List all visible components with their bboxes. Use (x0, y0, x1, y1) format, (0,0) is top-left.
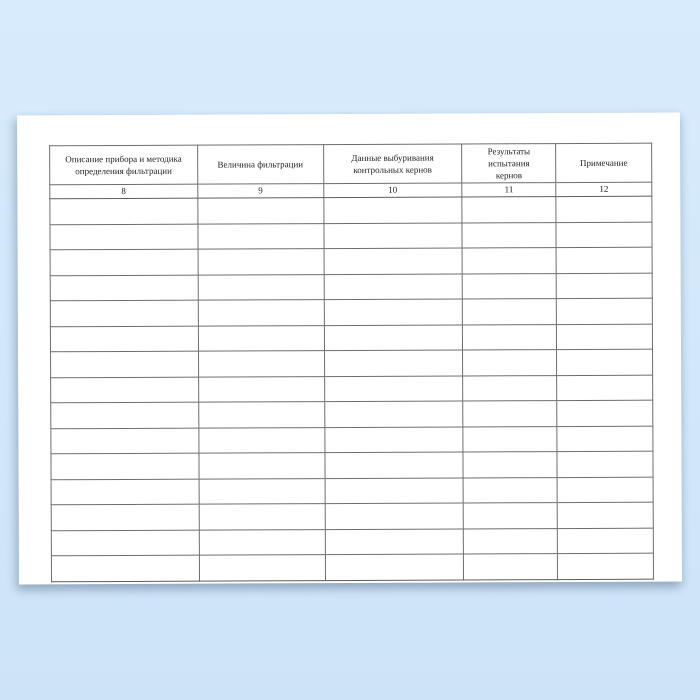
table-row (50, 273, 652, 301)
empty-cell (463, 503, 557, 529)
table-row (50, 248, 652, 276)
empty-cell (51, 454, 199, 480)
empty-cell (324, 376, 463, 402)
empty-cell (557, 426, 653, 452)
empty-cell (464, 529, 558, 555)
empty-cell (198, 198, 324, 224)
empty-cell (462, 223, 556, 249)
empty-cell (557, 503, 653, 529)
empty-cell (324, 427, 463, 453)
empty-cell (323, 197, 462, 223)
empty-cell (462, 274, 556, 300)
empty-cell (463, 299, 557, 325)
table-row (51, 477, 653, 505)
empty-cell (51, 505, 199, 531)
column-header-filtration-value: Величина фильтрации (197, 145, 323, 185)
empty-cell (199, 530, 325, 556)
table-row (51, 528, 653, 556)
table-row (50, 299, 652, 327)
empty-cell (464, 554, 558, 580)
table-row (51, 554, 653, 582)
empty-cell (50, 224, 198, 250)
column-number-9: 9 (198, 184, 324, 199)
empty-cell (51, 352, 199, 378)
table-row (50, 197, 652, 225)
empty-cell (557, 350, 653, 376)
empty-cell (462, 197, 556, 223)
empty-cell (324, 299, 463, 325)
empty-cell (198, 224, 324, 250)
column-number-8: 8 (50, 185, 198, 200)
empty-cell (324, 325, 463, 351)
empty-cell (557, 324, 653, 350)
column-header-device-description: Описание прибора и методика определения фильтрации (50, 145, 198, 185)
empty-cell (324, 350, 463, 376)
table-row (51, 375, 653, 403)
header-row (50, 143, 652, 185)
column-number-11: 11 (462, 183, 556, 197)
document-page (17, 113, 682, 585)
empty-cell (556, 197, 652, 223)
empty-cell (50, 301, 198, 327)
column-header-core-test-results: Результаты испытания кернов (462, 144, 556, 184)
empty-cell (325, 503, 464, 529)
empty-cell (199, 453, 325, 479)
empty-cell (463, 376, 557, 402)
table-row (51, 401, 653, 429)
empty-cell (463, 325, 557, 351)
empty-cell (556, 299, 652, 325)
empty-cell (324, 248, 463, 274)
empty-cell (324, 274, 463, 300)
empty-cell (198, 351, 324, 377)
empty-cell (51, 403, 199, 429)
empty-cell (51, 428, 199, 454)
empty-cell (556, 222, 652, 248)
column-header-control-core-drilling: Данные выбуривания контрольных кернов (323, 144, 462, 184)
empty-cell (323, 223, 462, 249)
empty-cell (557, 401, 653, 427)
column-header-note: Примечание (556, 143, 652, 183)
table-row (51, 503, 653, 531)
empty-cell (199, 479, 325, 505)
empty-cell (463, 427, 557, 453)
empty-cell (50, 326, 198, 352)
empty-cell (558, 554, 654, 580)
empty-cell (51, 530, 199, 556)
empty-cell (324, 401, 463, 427)
empty-cell (557, 528, 653, 554)
empty-cell (556, 273, 652, 299)
empty-cell (325, 554, 464, 580)
empty-cell (198, 275, 324, 301)
empty-cell (324, 452, 463, 478)
empty-cell (463, 478, 557, 504)
empty-cell (50, 275, 198, 301)
empty-cell (556, 248, 652, 274)
empty-cell (198, 326, 324, 352)
table-row (50, 324, 652, 352)
empty-cell (51, 377, 199, 403)
empty-cell (51, 556, 199, 582)
column-number-12: 12 (556, 183, 652, 197)
empty-cell (462, 248, 556, 274)
empty-cell (50, 250, 198, 276)
empty-cell (557, 375, 653, 401)
table-body (50, 197, 654, 582)
empty-cell (463, 452, 557, 478)
empty-cell (50, 199, 198, 225)
table-row (50, 222, 652, 250)
empty-cell (557, 452, 653, 478)
empty-cell (198, 402, 324, 428)
filtration-form-table (49, 143, 654, 583)
empty-cell (51, 479, 199, 505)
empty-cell (199, 504, 325, 530)
empty-cell (557, 477, 653, 503)
empty-cell (199, 555, 325, 581)
empty-cell (199, 428, 325, 454)
empty-cell (325, 529, 464, 555)
empty-cell (463, 401, 557, 427)
empty-cell (198, 377, 324, 403)
empty-cell (198, 249, 324, 275)
empty-cell (463, 350, 557, 376)
column-number-10: 10 (323, 183, 462, 198)
table-row (51, 426, 653, 454)
table-row (51, 350, 653, 378)
empty-cell (198, 300, 324, 326)
table-row (51, 452, 653, 480)
empty-cell (325, 478, 464, 504)
